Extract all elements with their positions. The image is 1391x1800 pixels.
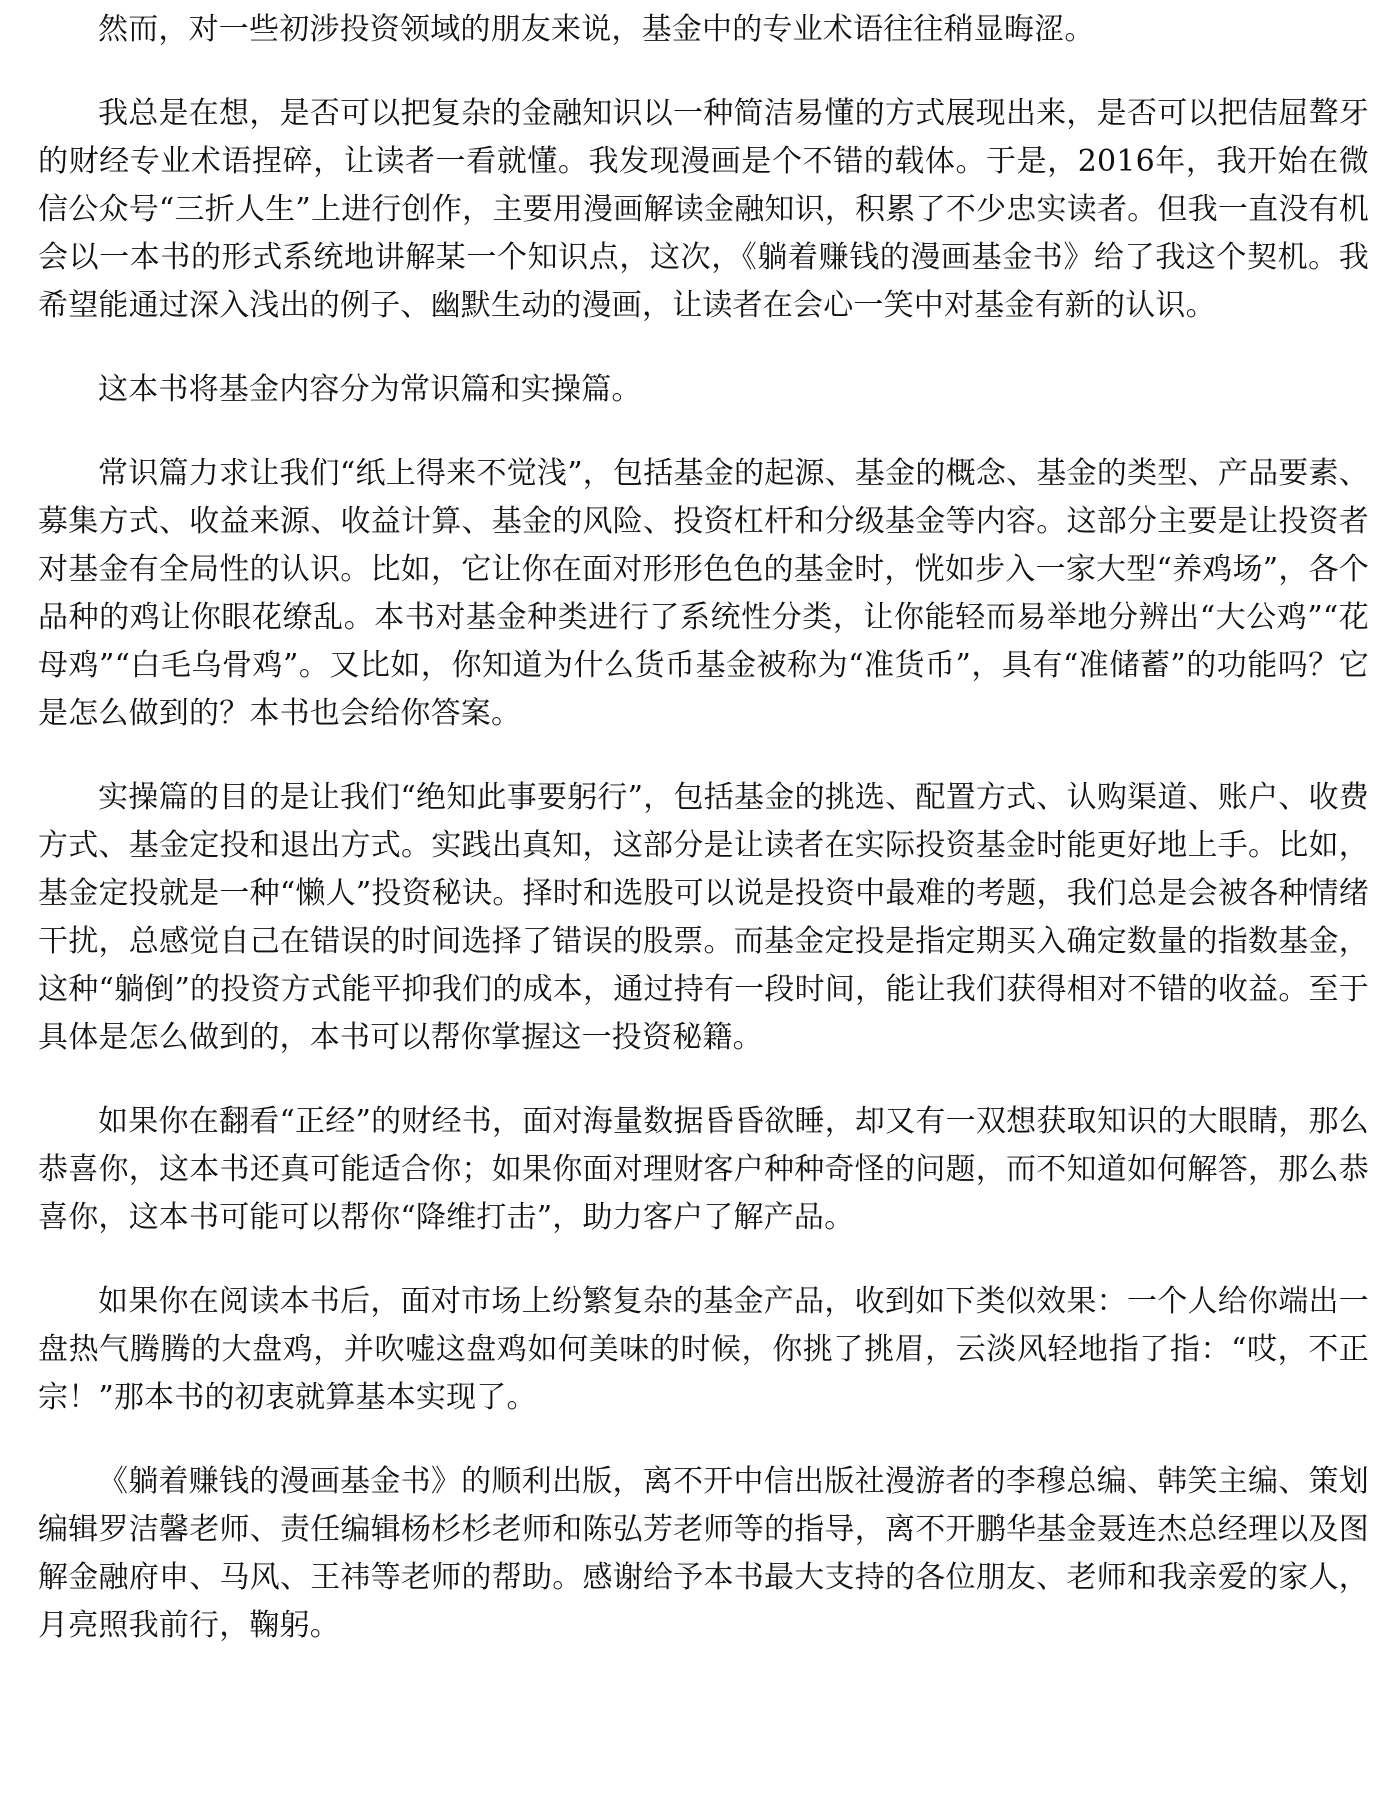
paragraph-goal: 如果你在阅读本书后，面对市场上纷繁复杂的基金产品，收到如下类似效果：一个人给你端出一盘热气腾腾的大盘鸡，并吹嘘这盘鸡如何美味的时候，你挑了挑眉，云淡风轻地指了指：“哎，不正宗！”那本书的初衷就算基本实现了。 (38, 1284, 1369, 1415)
paragraph-basics-section: 常识篇力求让我们“纸上得来不觉浅”，包括基金的起源、基金的概念、基金的类型、产品要素、募集方式、收益来源、收益计算、基金的风险、投资杠杆和分级基金等内容。这部分主要是让投资者对基金有全局性的认识。比如，它让你在面对形形色色的基金时，恍如步入一家大型“养鸡场”，各个品种的鸡让你眼花缭乱。本书对基金种类进行了系统性分类，让你能轻而易举地分辨出“大公鸡”“花母鸡”“白毛乌骨鸡”。又比如，你知道为什么货币基金被称为“准货币”，具有“准储蓄”的功能吗？它是怎么做到的？本书也会给你答案。 (38, 456, 1369, 731)
paragraph-motivation: 我总是在想，是否可以把复杂的金融知识以一种简洁易懂的方式展现出来，是否可以把佶屈聱牙的财经专业术语捏碎，让读者一看就懂。我发现漫画是个不错的载体。于是，2016年，我开始在微信公众号“三折人生”上进行创作，主要用漫画解读金融知识，积累了不少忠实读者。但我一直没有机会以一本书的形式系统地讲解某一个知识点，这次，《躺着赚钱的漫画基金书》给了我这个契机。我希望能通过深入浅出的例子、幽默生动的漫画，让读者在会心一笑中对基金有新的认识。 (38, 96, 1369, 323)
paragraph-acknowledgements: 《躺着赚钱的漫画基金书》的顺利出版，离不开中信出版社漫游者的李穆总编、韩笑主编、策划编辑罗洁馨老师、责任编辑杨杉杉老师和陈弘芳老师等的指导，离不开鹏华基金聂连杰总经理以及图解金融府申、马风、王祎等老师的帮助。感谢给予本书最大支持的各位朋友、老师和我亲爱的家人，月亮照我前行，鞠躬。 (38, 1464, 1369, 1643)
paragraph-practice-section: 实操篇的目的是让我们“绝知此事要躬行”，包括基金的挑选、配置方式、认购渠道、账户、收费方式、基金定投和退出方式。实践出真知，这部分是让读者在实际投资基金时能更好地上手。比如，基金定投就是一种“懒人”投资秘诀。择时和选股可以说是投资中最难的考题，我们总是会被各种情绪干扰，总感觉自己在错误的时间选择了错误的股票。而基金定投是指定期买入确定数量的指数基金，这种“躺倒”的投资方式能平抑我们的成本，通过持有一段时间，能让我们获得相对不错的收益。至于具体是怎么做到的，本书可以帮你掌握这一投资秘籍。 (38, 780, 1369, 1055)
paragraph-structure: 这本书将基金内容分为常识篇和实操篇。 (98, 372, 642, 407)
paragraph-audience: 如果你在翻看“正经”的财经书，面对海量数据昏昏欲睡，却又有一双想获取知识的大眼睛，那么恭喜你，这本书还真可能适合你；如果你面对理财客户种种奇怪的问题，而不知道如何解答，那么恭喜你，这本书可能可以帮你“降维打击”，助力客户了解产品。 (38, 1104, 1369, 1235)
paragraph-intro: 然而，对一些初涉投资领域的朋友来说，基金中的专业术语往往稍显晦涩。 (98, 12, 1095, 47)
